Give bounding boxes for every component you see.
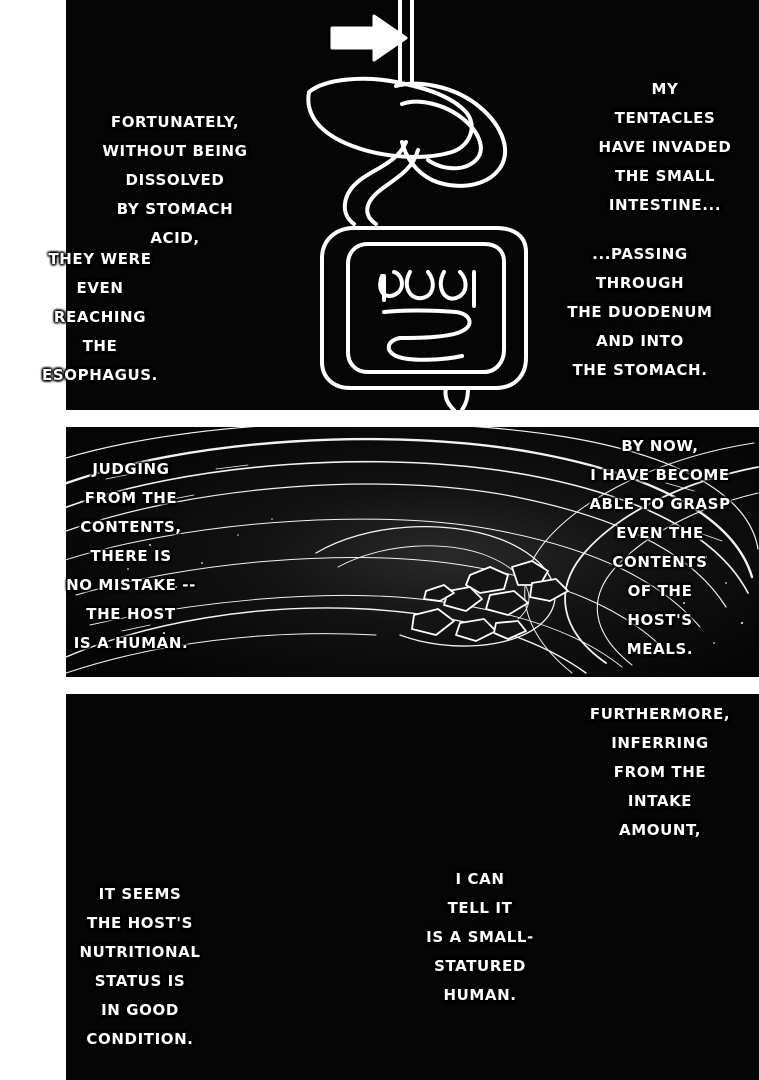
stomach-swirl-artwork (66, 427, 759, 677)
caption-fortunately: FORTUNATELY, WITHOUT BEING DISSOLVED BY STOMACH ACID, (102, 113, 248, 247)
caption-esophagus: THEY WERE EVEN REACHING THE ESOPHAGUS. (42, 250, 158, 384)
panel-2-stomach-contents (66, 427, 759, 677)
panel-3-black (66, 694, 759, 1080)
caption-passing: ...PASSING THROUGH THE DUODENUM AND INTO THE STOMACH. (567, 245, 713, 379)
digestive-tract-artwork (66, 0, 759, 410)
panel-1-digestive-tract (66, 0, 759, 410)
caption-furthermore: FURTHERMORE, INFERRING FROM THE INTAKE AMOUNT, (589, 705, 731, 839)
caption-judging: JUDGING FROM THE CONTENTS, THERE IS NO MISTAKE -- THE HOST IS A HUMAN. (66, 460, 196, 652)
caption-i-can: I CAN TELL IT IS A SMALL- STATURED HUMAN. (426, 870, 534, 1004)
caption-by-now: BY NOW, I HAVE BECOME ABLE TO GRASP EVEN THE CONTENTS OF THE HOST'S MEALS. (589, 437, 731, 658)
caption-it-seems: IT SEEMS THE HOST'S NUTRITIONAL STATUS IS IN GOOD CONDITION. (79, 885, 201, 1048)
caption-tentacles: MY TENTACLES HAVE INVADED THE SMALL INTESTINE... (598, 80, 732, 214)
arrow-icon (332, 16, 406, 60)
